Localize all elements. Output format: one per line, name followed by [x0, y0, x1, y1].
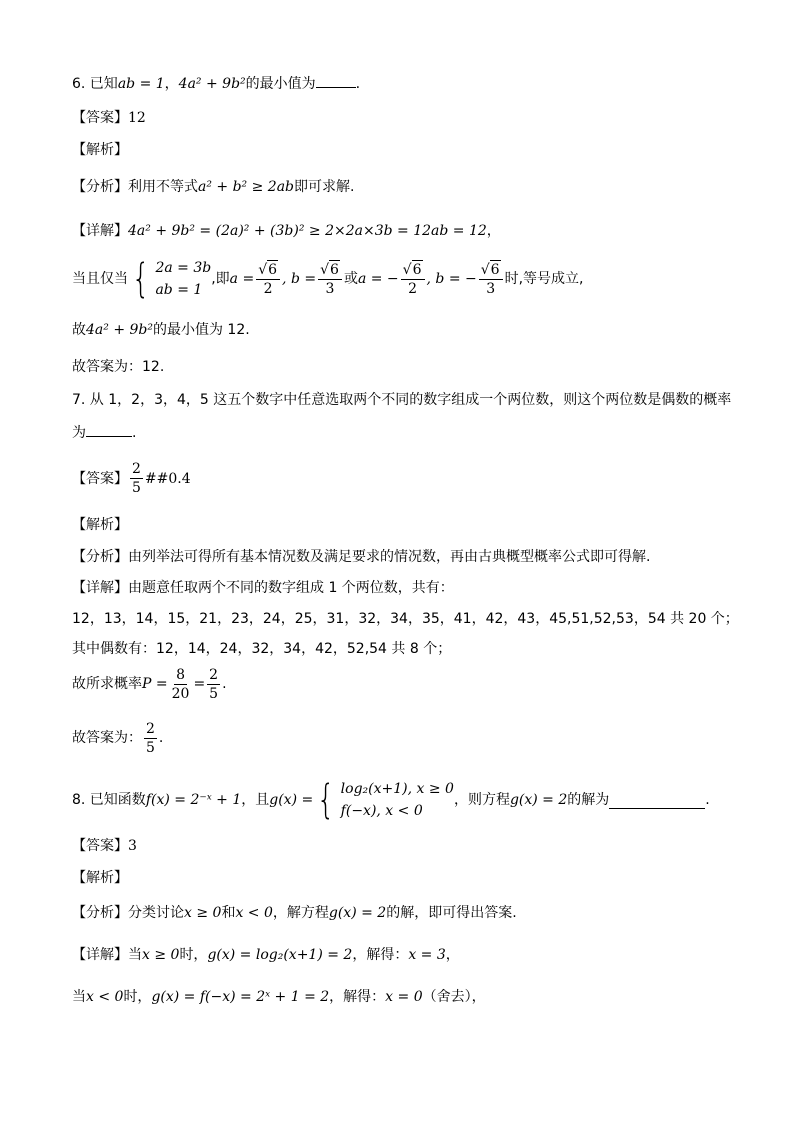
q8-equation: g(x) = 2: [509, 792, 568, 808]
a6-equality-condition: [72, 257, 583, 301]
q7-stem-line1: 7. 从 1，2，3，4，5 这五个数字中任意选取两个不同的数字组成一个两位数，则这个两位数是偶数的概率: [72, 392, 732, 408]
detail-tag: 【详解】: [72, 580, 128, 596]
sqrt-icon: √: [258, 262, 268, 278]
a6-frac-sqrt6-over-3: [318, 260, 342, 298]
a7-list-all: 12，13，14，15，21，23，24，25，31，32，34，35，41，42，43，45,51,52,53，54 共 20 个；: [72, 611, 739, 627]
detail-tag: 【详解】: [72, 223, 128, 239]
a8-d2-when: 时，: [123, 989, 152, 1005]
q8-mid: ，且: [241, 792, 270, 808]
a6-final-answer: 故答案为：12.: [72, 359, 165, 375]
a8-analysis-tag: 【解析】: [72, 870, 128, 886]
method-tag: 【分析】: [72, 905, 128, 921]
a8-method: [72, 903, 517, 923]
a6-den: 2: [263, 281, 273, 297]
a7-probability: [72, 664, 227, 704]
a8-method-case1: x ≥ 0: [184, 905, 222, 921]
a8-d1-end: ，: [445, 947, 460, 963]
a6-detail-equation: 4a² + 9b² = (2a)² + (3b)² ≥ 2×2a×3b = 12ab = 12: [128, 223, 487, 239]
a6-analysis-tag: 【解析】: [72, 142, 128, 158]
a8-d2-end: （舍去），: [422, 989, 486, 1005]
a7-prob-num2: 2: [209, 666, 219, 683]
a7-prob-p: P =: [142, 676, 168, 692]
a8-answer-value: 3: [128, 838, 137, 854]
a6-method-text: 利用不等式: [128, 179, 198, 195]
a7-frac-8-20: [170, 666, 192, 703]
a8-d1-pre: 当: [128, 947, 142, 963]
a6-eq-b: , b =: [282, 271, 317, 287]
answer-tag: 【答案】: [72, 110, 128, 126]
a7-detail-text: 由题意任取两个不同的数字组成 1 个两位数，共有：: [128, 580, 454, 596]
a6-radicand: 6: [330, 262, 339, 278]
a7-detail: [72, 578, 454, 598]
a8-method-and: 和: [221, 905, 236, 921]
a6-method-inequality: a² + b² ≥ 2ab: [198, 179, 295, 195]
a6-frac-sqrt6-over-2: [256, 260, 280, 298]
a6-answer-value: 12: [128, 110, 146, 126]
q7-line2-lead: 为: [72, 425, 86, 441]
a8-d1-sol: ，解得：: [352, 947, 409, 963]
a7-method-text: 由列举法可得所有基本情况数及满足要求的情况数，再由古典概型概率公式即可得解.: [128, 549, 651, 565]
answer-tag: 【答案】: [72, 470, 128, 487]
a8-d1-cond: x ≥ 0: [142, 947, 180, 963]
q8-lead: 8. 已知函数: [72, 792, 146, 808]
a7-method: [72, 547, 650, 567]
a8-d1-x: x = 3: [408, 947, 446, 963]
a6-eq-lead: 当且仅当: [72, 271, 128, 287]
q6-condition: ab = 1: [117, 76, 165, 92]
a7-prob-eq: =: [193, 676, 206, 692]
a6-den: 3: [486, 281, 496, 297]
a8-method-pre: 分类讨论: [128, 905, 184, 921]
q6-answer-blank: [316, 75, 356, 88]
a6-frac-neg-sqrt6-over-2: [401, 260, 425, 298]
q8-tail: 的解为: [567, 792, 610, 808]
a8-method-mid: ，解方程: [272, 905, 329, 921]
method-tag: 【分析】: [72, 549, 128, 565]
a8-method-tail: 的解，即可得出答案.: [386, 905, 517, 921]
a6-method-tail: 即可求解.: [294, 179, 355, 195]
a8-d2-x: x = 0: [385, 989, 423, 1005]
a7-prob-pre: 故所求概率: [72, 676, 142, 692]
answer-tag: 【答案】: [72, 838, 128, 854]
q7-stem-line2: [72, 423, 136, 443]
a7-answer: [72, 460, 191, 497]
a6-system-row2: ab = 1: [155, 282, 203, 298]
a6-method: [72, 177, 354, 197]
a8-answer: [72, 836, 137, 856]
q6-expression: 4a² + 9b²: [178, 76, 246, 92]
a6-eq-or: 或: [343, 271, 358, 287]
q8-piece-row1: log₂(x+1), x ≥ 0: [340, 781, 454, 797]
a7-final-den: 5: [146, 739, 155, 756]
a6-radicand: 6: [268, 262, 278, 278]
a6-conclude-expr: 4a² + 9b²: [86, 322, 153, 338]
q8-stem: [72, 778, 710, 822]
a8-d2-eq: g(x) = f(−x) = 2ˣ + 1 = 2: [151, 989, 330, 1005]
q6-lead: 6. 已知: [72, 76, 118, 92]
a7-ans-num: 2: [132, 461, 141, 477]
a6-conclude-tail: 的最小值为 12.: [152, 322, 250, 338]
a6-eq-tail: 时,等号成立,: [504, 271, 584, 287]
a7-answer-alt: ##0.4: [144, 470, 191, 487]
a8-d1-when: 时，: [179, 947, 208, 963]
q6-end: .: [355, 76, 361, 92]
a6-frac-neg-sqrt6-over-3: [479, 260, 503, 298]
a7-final-fraction: [144, 720, 157, 757]
a6-system-row1: 2a = 3b: [155, 260, 212, 276]
a7-ans-den: 5: [132, 480, 141, 496]
a7-prob-den2: 5: [209, 685, 219, 702]
q8-fx: f(x) = 2⁻ˣ + 1: [145, 792, 242, 808]
q8-gx: g(x) =: [269, 792, 314, 808]
a8-d1-eq: g(x) = log₂(x+1) = 2: [207, 947, 353, 963]
a7-list-even: 其中偶数有：12，14，24，32，34，42，52,54 共 8 个；: [72, 641, 452, 657]
left-brace-icon: {: [317, 777, 335, 823]
left-brace-icon: {: [131, 256, 150, 302]
a7-final-end: .: [158, 730, 164, 746]
a7-final-answer: [72, 718, 163, 758]
a8-d2-cond: x < 0: [86, 989, 124, 1005]
a6-equation-system: [128, 257, 211, 301]
a6-eq-a-negative: a = −: [357, 271, 399, 287]
a6-eq-b-negative: , b = −: [426, 271, 477, 287]
a6-detail-end: ，: [486, 223, 501, 239]
a6-detail: [72, 221, 501, 241]
a6-eq-ie: ,即: [211, 271, 230, 287]
a7-final-pre: 故答案为：: [72, 730, 142, 746]
a8-d2-pre: 当: [72, 989, 86, 1005]
a8-method-case2: x < 0: [235, 905, 273, 921]
a6-radicand: 6: [412, 262, 422, 278]
a6-answer: [72, 108, 146, 128]
a7-analysis-tag: 【解析】: [72, 517, 128, 533]
sqrt-icon: √: [480, 262, 490, 278]
q8-piecewise: [313, 778, 454, 822]
q6-tail: 的最小值为: [245, 76, 316, 92]
a6-conclude-pre: 故: [72, 322, 86, 338]
a7-prob-den1: 20: [171, 685, 190, 702]
a6-conclusion: [72, 320, 250, 340]
a7-prob-num1: 8: [176, 666, 185, 683]
a6-eq-a: a =: [229, 271, 255, 287]
q8-piece-row2: f(−x), x < 0: [340, 803, 423, 819]
a8-method-eq: g(x) = 2: [328, 905, 387, 921]
a7-frac-2-5: [207, 666, 220, 703]
a6-den: 3: [325, 281, 335, 297]
q8-mid2: ，则方程: [453, 792, 510, 808]
q8-answer-blank: [609, 796, 705, 809]
q8-end: .: [705, 792, 710, 808]
q7-answer-blank: [86, 424, 132, 437]
a7-answer-fraction: [130, 460, 143, 497]
a8-d2-sol: ，解得：: [329, 989, 386, 1005]
a8-detail-case2: [72, 987, 486, 1007]
sqrt-icon: √: [320, 262, 330, 278]
a7-final-num: 2: [146, 720, 155, 737]
sqrt-icon: √: [402, 262, 412, 278]
method-tag: 【分析】: [72, 179, 128, 195]
detail-tag: 【详解】: [72, 947, 128, 963]
a6-den: 2: [408, 281, 418, 297]
a7-prob-end: .: [222, 676, 227, 692]
q6-sep: ，: [164, 76, 179, 92]
a6-radicand: 6: [490, 262, 500, 278]
a8-detail-case1: [72, 945, 460, 965]
q6-stem: [72, 74, 360, 94]
q7-end: .: [132, 425, 137, 441]
